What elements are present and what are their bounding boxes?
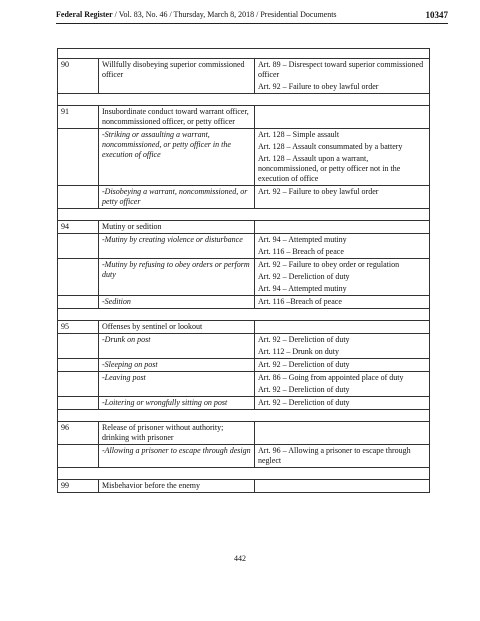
page-header: [56, 9, 448, 24]
article-number: 91: [58, 106, 99, 129]
table-row: [58, 480, 430, 493]
table-row: [58, 221, 430, 234]
lesser-offense-entry: Art. 92 – Dereliction of duty: [258, 398, 350, 407]
article-number: [58, 372, 99, 397]
lesser-included-offenses: [255, 234, 430, 259]
lesser-included-offenses: [255, 359, 430, 372]
table-row: [58, 234, 430, 259]
lesser-offense-entry: Art. 92 – Dereliction of duty: [258, 335, 350, 344]
lesser-offense-entry: Art. 128 – Assault upon a warrant, noncommissioned, or petty officer not in the execution of office: [258, 154, 401, 183]
article-number: 96: [58, 422, 99, 445]
article-number: [58, 445, 99, 468]
separator-row: [58, 94, 430, 106]
article-number: [58, 129, 99, 186]
lesser-offense-entry: Art. 128 – Simple assault: [258, 130, 340, 139]
lesser-offense-entry: Art. 92 – Dereliction of duty: [258, 385, 350, 394]
lesser-offense-entry: Art. 116 –Breach of peace: [258, 297, 342, 306]
lesser-included-offenses: [255, 129, 430, 186]
article-number: 90: [58, 59, 99, 94]
lesser-included-offenses: [255, 321, 430, 334]
lesser-offense-entry: Art. 94 – Attempted mutiny: [258, 284, 347, 293]
table-row: [58, 129, 430, 186]
article-number: [58, 397, 99, 410]
article-number: [58, 296, 99, 309]
offense-description: -Leaving post: [99, 372, 255, 397]
lesser-included-offenses: [255, 106, 430, 129]
lesser-included-offenses: [255, 397, 430, 410]
table-row: [58, 259, 430, 296]
issue-details: / Vol. 83, No. 46 / Thursday, March 8, 2018 / Presidential Documents: [112, 10, 337, 19]
offense-description: Offenses by sentinel or lookout: [99, 321, 255, 334]
lesser-included-offenses: [255, 59, 430, 94]
lesser-included-offenses: [255, 186, 430, 209]
article-number: 95: [58, 321, 99, 334]
article-number: [58, 186, 99, 209]
lesser-offense-entry: Art. 116 – Breach of peace: [258, 247, 344, 256]
offense-description: Insubordinate conduct toward warrant officer, noncommissioned officer, or petty officer: [99, 106, 255, 129]
article-number: [58, 234, 99, 259]
offense-description: -Loitering or wrongfully sitting on post: [99, 397, 255, 410]
lesser-offense-entry: Art. 86 – Going from appointed place of duty: [258, 373, 404, 382]
offense-description: Misbehavior before the enemy: [99, 480, 255, 493]
journal-name: Federal Register: [56, 10, 113, 19]
header-citation: [56, 9, 337, 21]
table-row: [58, 372, 430, 397]
header-page-number: 10347: [425, 10, 448, 20]
lesser-included-offenses: [255, 480, 430, 493]
article-number: 99: [58, 480, 99, 493]
lesser-offense-entry: Art. 128 – Assault consummated by a battery: [258, 142, 403, 151]
table-row: [58, 321, 430, 334]
table-row: [58, 334, 430, 359]
lesser-offense-entry: Art. 94 – Attempted mutiny: [258, 235, 347, 244]
offense-description: -Mutiny by refusing to obey orders or perform duty: [99, 259, 255, 296]
lesser-included-offenses: [255, 334, 430, 359]
offense-description: -Sedition: [99, 296, 255, 309]
lesser-offense-entry: Art. 92 – Failure to obey lawful order: [258, 82, 379, 91]
offense-description: -Disobeying a warrant, noncommissioned, or petty officer: [99, 186, 255, 209]
lesser-offense-entry: Art. 92 – Dereliction of duty: [258, 360, 350, 369]
table-row: [58, 422, 430, 445]
lesser-included-offenses: [255, 259, 430, 296]
offense-description: -Allowing a prisoner to escape through design: [99, 445, 255, 468]
separator-row: [58, 309, 430, 321]
separator-row: [58, 49, 430, 59]
table-row: [58, 59, 430, 94]
lesser-included-offenses: [255, 445, 430, 468]
offense-table: [57, 48, 430, 493]
lesser-offense-entry: Art. 92 – Failure to obey lawful order: [258, 187, 379, 196]
separator-row: [58, 410, 430, 422]
lesser-included-offenses: [255, 296, 430, 309]
lesser-offense-entry: Art. 92 – Dereliction of duty: [258, 272, 350, 281]
lesser-offense-entry: Art. 96 – Allowing a prisoner to escape through neglect: [258, 446, 411, 465]
table-row: [58, 359, 430, 372]
table-row: [58, 296, 430, 309]
article-number: [58, 359, 99, 372]
article-number: 94: [58, 221, 99, 234]
offense-description: -Striking or assaulting a warrant, noncommissioned, or petty officer in the execution of office: [99, 129, 255, 186]
separator-row: [58, 209, 430, 221]
offense-description: Mutiny or sedition: [99, 221, 255, 234]
offense-description: Willfully disobeying superior commissioned officer: [99, 59, 255, 94]
offense-description: -Sleeping on post: [99, 359, 255, 372]
offense-description: Release of prisoner without authority; drinking with prisoner: [99, 422, 255, 445]
lesser-offense-entry: Art. 89 – Disrespect toward superior commissioned officer: [258, 60, 424, 79]
lesser-included-offenses: [255, 422, 430, 445]
article-number: [58, 334, 99, 359]
table-row: [58, 445, 430, 468]
lesser-included-offenses: [255, 372, 430, 397]
lesser-offense-entry: Art. 92 – Failure to obey order or regulation: [258, 260, 400, 269]
lesser-included-offenses: [255, 221, 430, 234]
table-row: [58, 186, 430, 209]
offense-description: -Drunk on post: [99, 334, 255, 359]
offense-description: -Mutiny by creating violence or disturbance: [99, 234, 255, 259]
article-number: [58, 259, 99, 296]
footer-page-number: 442: [234, 554, 246, 563]
table-row: [58, 106, 430, 129]
table-row: [58, 397, 430, 410]
lesser-offense-entry: Art. 112 – Drunk on duty: [258, 347, 340, 356]
separator-row: [58, 468, 430, 480]
